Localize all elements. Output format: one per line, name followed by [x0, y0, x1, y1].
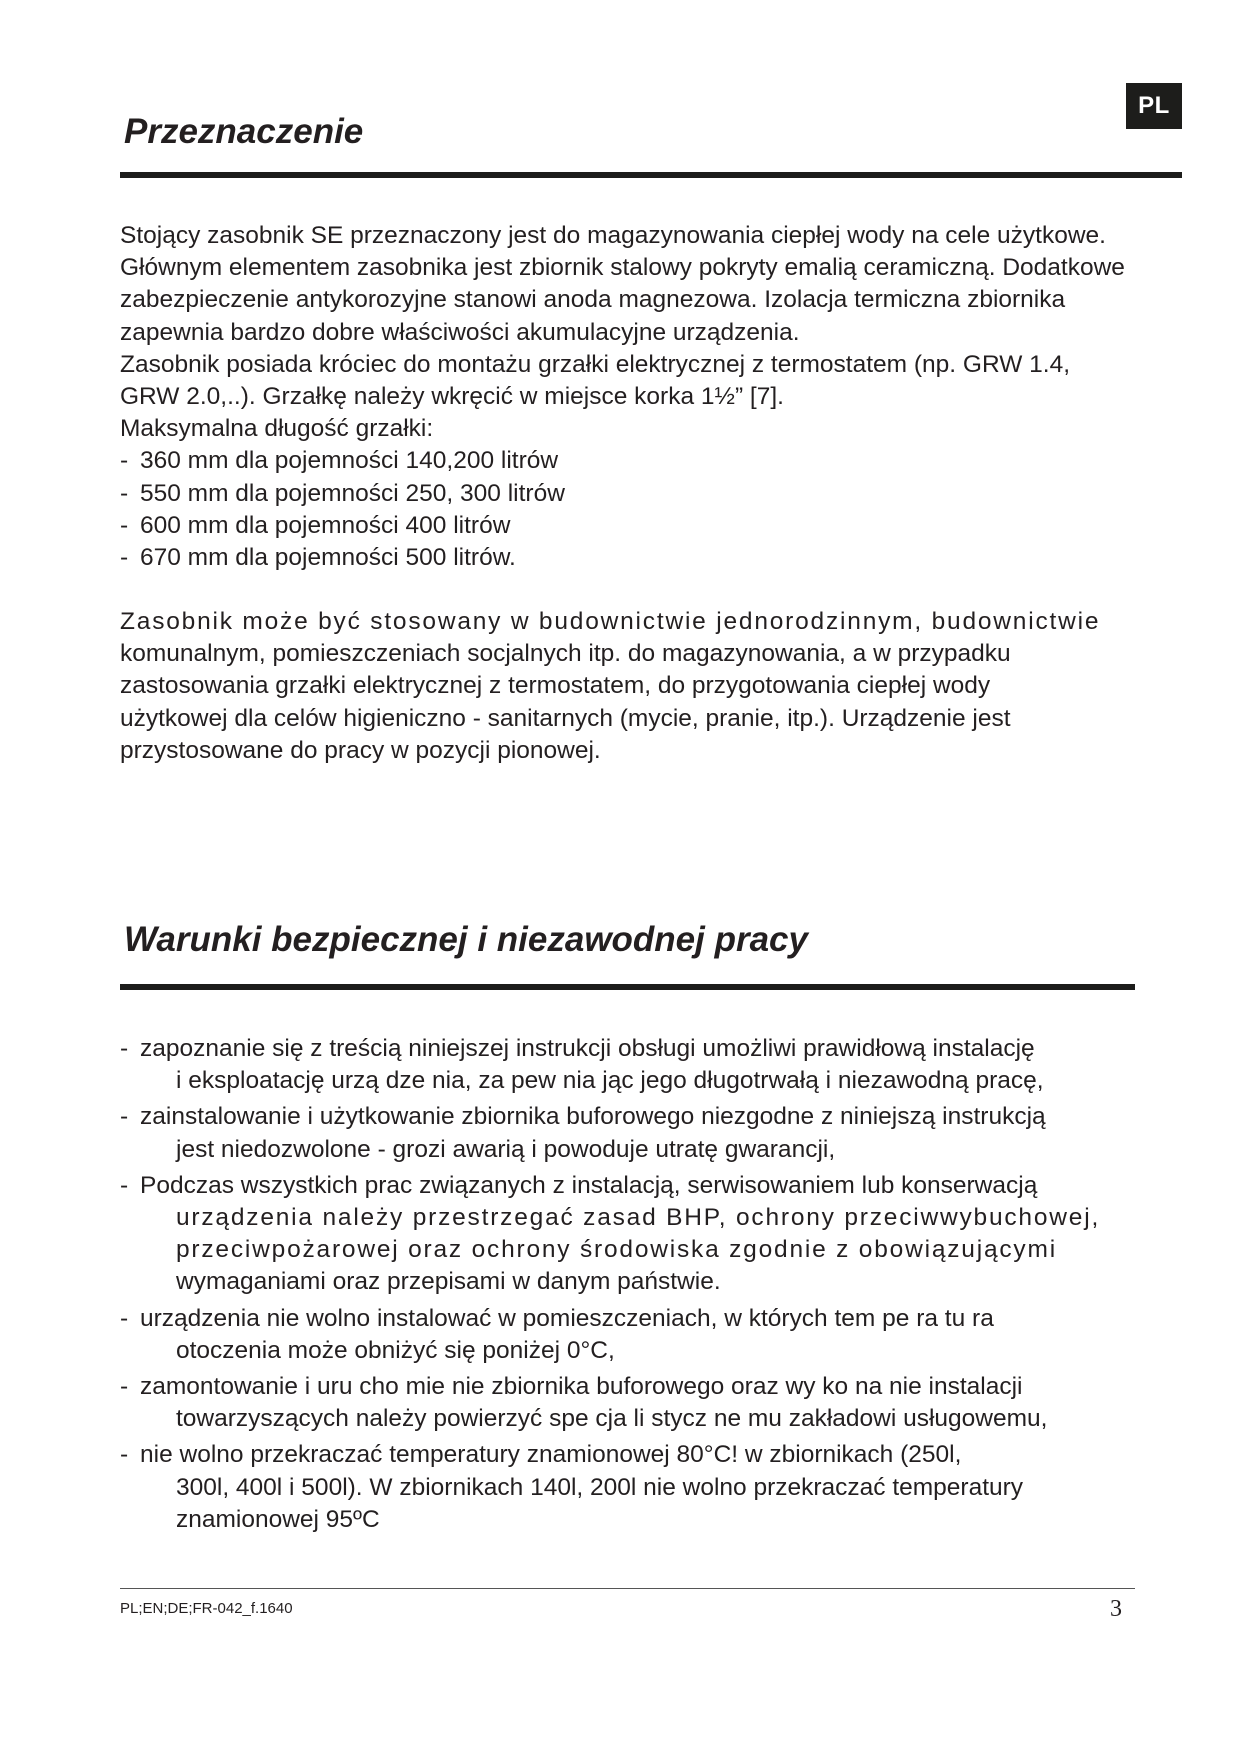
list-item: - 600 mm dla pojemności 400 litrów [120, 511, 511, 539]
text-line: zabezpieczenie antykorozyjne stanowi anoda magnezowa. Izolacja termiczna zbiornika [120, 286, 1066, 314]
language-badge: PL [1126, 83, 1182, 129]
intro-paragraph [120, 220, 1180, 574]
list-item: - zapoznanie się z treścią niniejszej instrukcji obsługi umożliwi prawidłową instalację i eksploatację urzą dze nia, za pew nia jąc jego długotrwałą i niezawodną pracę, [120, 1035, 1044, 1095]
list-item: - 360 mm dla pojemności 140,200 litrów [120, 447, 559, 475]
safety-list [120, 1033, 1180, 1540]
list-item: - 550 mm dla pojemności 250, 300 litrów [120, 479, 565, 507]
text-line: komunalnym, pomieszczeniach socjalnych itp. do magazynowania, a w przypadku [120, 640, 1011, 668]
usage-paragraph [120, 606, 1180, 767]
heater-length-list [120, 445, 1180, 574]
text-line: użytkowej dla celów higieniczno - sanitarnych (mycie, pranie, itp.). Urządzenie jest [120, 704, 1011, 732]
list-item: - 670 mm dla pojemności 500 litrów. [120, 544, 516, 572]
text-line: zapewnia bardzo dobre właściwości akumulacyjne urządzenia. [120, 318, 800, 346]
footer-divider [120, 1588, 1135, 1589]
list-item: - urządzenia nie wolno instalować w pomieszczeniach, w których tem pe ra tu ra otoczenia może obniżyć się poniżej 0°C, [120, 1304, 994, 1364]
list-item: - nie wolno przekraczać temperatury znamionowej 80°C! w zbiornikach (250l, 300l, 400l i 500l). W zbiornikach 140l, 200l nie wolno przekraczać temperatury znamionowej 95ºC [120, 1441, 1024, 1533]
text-line: Stojący zasobnik SE przeznaczony jest do magazynowania ciepłej wody na cele użytkowe. [120, 222, 1106, 249]
text-line: Zasobnik posiada króciec do montażu grzałki elektrycznej z termostatem (np. GRW 1.4, [120, 350, 1070, 378]
list-item: - zainstalowanie i użytkowanie zbiornika buforowego niezgodne z niniejszą instrukcją jest niedozwolone - grozi awarią i powoduje utratę gwarancji, [120, 1103, 1046, 1163]
text-line: GRW 2.0,..). Grzałkę należy wkręcić w miejsce korka 1½” [7]. [120, 383, 784, 411]
section-divider [120, 172, 1182, 178]
section-title-warunki: Warunki bezpiecznej i niezawodnej pracy [124, 920, 808, 959]
text-line: zastosowania grzałki elektrycznej z termostatem, do przygotowania ciepłej wody [120, 672, 991, 700]
text-line: Głównym elementem zasobnika jest zbiornik stalowy pokryty emalią ceramiczną. Dodatkowe [120, 254, 1125, 282]
page-number: 3 [1110, 1596, 1122, 1622]
text-line: Zasobnik może być stosowany w budownictwie jednorodzinnym, budownictwie [120, 608, 1101, 635]
list-item: - zamontowanie i uru cho mie nie zbiornika buforowego oraz wy ko na nie instalacji towarzyszących należy powierzyć spe cja li stycz ne mu zakładowi usługowemu, [120, 1373, 1048, 1433]
text-line: przystosowane do pracy w pozycji pionowej. [120, 736, 601, 764]
list-item: - Podczas wszystkich prac związanych z instalacją, serwisowaniem lub konserwacją urządzenia należy przestrzegać zasad BHP, ochrony przeciwwybuchowej, przeciwpożarowej oraz ochrony środowiska zgodnie z obowiązującymi wymaganiami oraz przepisami w danym państwie. [120, 1171, 1101, 1296]
section-divider [120, 984, 1135, 990]
text-line: Maksymalna długość grzałki: [120, 415, 434, 443]
section-title-przeznaczenie: Przeznaczenie [124, 112, 364, 151]
document-code: PL;EN;DE;FR-042_f.1640 [120, 1600, 293, 1617]
